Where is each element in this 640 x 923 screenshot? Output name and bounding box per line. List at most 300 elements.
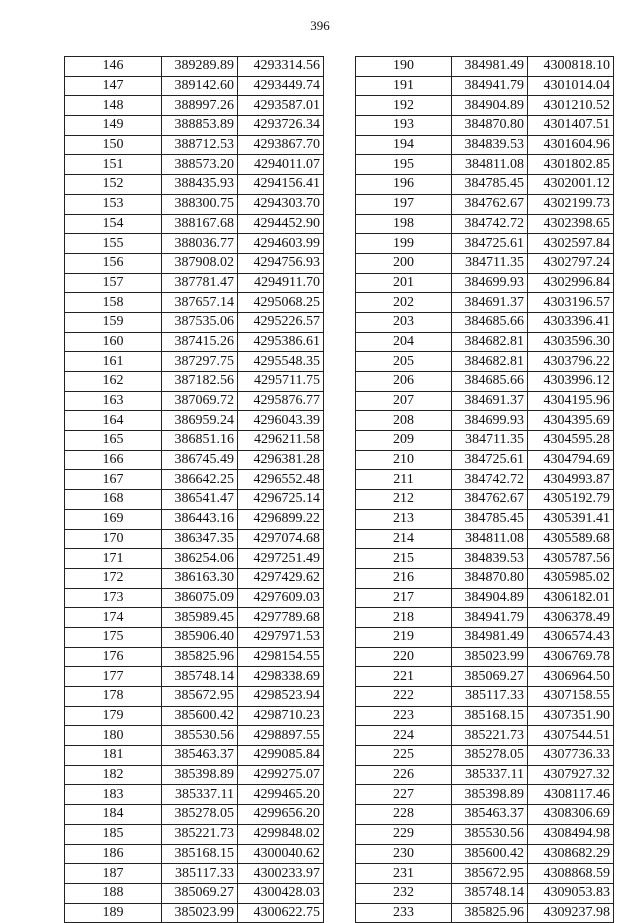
table-row (356, 76, 614, 96)
x-coordinate-cell: 389289.89 (162, 57, 238, 77)
x-coordinate-cell: 384725.61 (452, 450, 528, 470)
point-id-cell: 153 (65, 194, 162, 214)
table-row (65, 824, 324, 844)
x-coordinate-cell: 387535.06 (162, 312, 238, 332)
table-row (65, 76, 324, 96)
y-coordinate-cell: 4305391.41 (528, 509, 614, 529)
point-id-cell: 181 (65, 746, 162, 766)
table-row (65, 470, 324, 490)
point-id-cell: 146 (65, 57, 162, 77)
point-id-cell: 222 (356, 687, 452, 707)
table-row (356, 726, 614, 746)
table-row (65, 529, 324, 549)
table-row (65, 96, 324, 116)
x-coordinate-cell: 384941.79 (452, 76, 528, 96)
point-id-cell: 180 (65, 726, 162, 746)
y-coordinate-cell: 4307736.33 (528, 746, 614, 766)
point-id-cell: 156 (65, 253, 162, 273)
point-id-cell: 203 (356, 312, 452, 332)
x-coordinate-cell: 387297.75 (162, 352, 238, 372)
y-coordinate-cell: 4303996.12 (528, 372, 614, 392)
table-row (65, 450, 324, 470)
point-id-cell: 193 (356, 116, 452, 136)
point-id-cell: 161 (65, 352, 162, 372)
table-row (65, 57, 324, 77)
table-row (356, 568, 614, 588)
point-id-cell: 230 (356, 844, 452, 864)
table-row (356, 687, 614, 707)
x-coordinate-cell: 388435.93 (162, 175, 238, 195)
y-coordinate-cell: 4295386.61 (238, 332, 324, 352)
point-id-cell: 167 (65, 470, 162, 490)
point-id-cell: 213 (356, 509, 452, 529)
y-coordinate-cell: 4308494.98 (528, 824, 614, 844)
x-coordinate-cell: 385398.89 (452, 785, 528, 805)
x-coordinate-cell: 386254.06 (162, 549, 238, 569)
y-coordinate-cell: 4293587.01 (238, 96, 324, 116)
table-row (356, 332, 614, 352)
point-id-cell: 191 (356, 76, 452, 96)
table-row (356, 470, 614, 490)
point-id-cell: 152 (65, 175, 162, 195)
point-id-cell: 170 (65, 529, 162, 549)
y-coordinate-cell: 4293449.74 (238, 76, 324, 96)
y-coordinate-cell: 4295876.77 (238, 391, 324, 411)
y-coordinate-cell: 4302199.73 (528, 194, 614, 214)
table-row (356, 352, 614, 372)
y-coordinate-cell: 4308306.69 (528, 805, 614, 825)
table-row (65, 509, 324, 529)
x-coordinate-cell: 384839.53 (452, 135, 528, 155)
table-row (65, 549, 324, 569)
point-id-cell: 231 (356, 864, 452, 884)
x-coordinate-cell: 386163.30 (162, 568, 238, 588)
x-coordinate-cell: 385672.95 (452, 864, 528, 884)
y-coordinate-cell: 4302001.12 (528, 175, 614, 195)
x-coordinate-cell: 385221.73 (162, 824, 238, 844)
table-row (356, 667, 614, 687)
x-coordinate-cell: 388853.89 (162, 116, 238, 136)
point-id-cell: 163 (65, 391, 162, 411)
x-coordinate-cell: 385530.56 (452, 824, 528, 844)
y-coordinate-cell: 4296043.39 (238, 411, 324, 431)
point-id-cell: 224 (356, 726, 452, 746)
y-coordinate-cell: 4307351.90 (528, 706, 614, 726)
table-row (65, 903, 324, 923)
y-coordinate-cell: 4297429.62 (238, 568, 324, 588)
point-id-cell: 188 (65, 883, 162, 903)
y-coordinate-cell: 4303196.57 (528, 293, 614, 313)
x-coordinate-cell: 388573.20 (162, 155, 238, 175)
table-row (356, 746, 614, 766)
y-coordinate-cell: 4304794.69 (528, 450, 614, 470)
point-id-cell: 177 (65, 667, 162, 687)
x-coordinate-cell: 386959.24 (162, 411, 238, 431)
table-row (65, 411, 324, 431)
table-row (65, 568, 324, 588)
point-id-cell: 168 (65, 490, 162, 510)
x-coordinate-cell: 386075.09 (162, 588, 238, 608)
point-id-cell: 201 (356, 273, 452, 293)
table-row (356, 391, 614, 411)
point-id-cell: 157 (65, 273, 162, 293)
x-coordinate-cell: 388997.26 (162, 96, 238, 116)
table-row (356, 116, 614, 136)
x-coordinate-cell: 387657.14 (162, 293, 238, 313)
x-coordinate-cell: 385463.37 (452, 805, 528, 825)
x-coordinate-cell: 385825.96 (452, 903, 528, 923)
x-coordinate-cell: 384691.37 (452, 391, 528, 411)
y-coordinate-cell: 4296381.28 (238, 450, 324, 470)
point-id-cell: 178 (65, 687, 162, 707)
x-coordinate-cell: 384762.67 (452, 490, 528, 510)
x-coordinate-cell: 385278.05 (452, 746, 528, 766)
table-row (356, 96, 614, 116)
table-row (65, 175, 324, 195)
table-row (356, 253, 614, 273)
point-id-cell: 171 (65, 549, 162, 569)
point-id-cell: 187 (65, 864, 162, 884)
x-coordinate-cell: 384699.93 (452, 411, 528, 431)
table-row (65, 155, 324, 175)
point-id-cell: 155 (65, 234, 162, 254)
x-coordinate-cell: 387781.47 (162, 273, 238, 293)
y-coordinate-cell: 4294303.70 (238, 194, 324, 214)
table-row (356, 234, 614, 254)
x-coordinate-cell: 385530.56 (162, 726, 238, 746)
point-id-cell: 205 (356, 352, 452, 372)
point-id-cell: 176 (65, 647, 162, 667)
y-coordinate-cell: 4300818.10 (528, 57, 614, 77)
y-coordinate-cell: 4300233.97 (238, 864, 324, 884)
table-row (356, 293, 614, 313)
table-row (65, 785, 324, 805)
y-coordinate-cell: 4299465.20 (238, 785, 324, 805)
point-id-cell: 182 (65, 765, 162, 785)
x-coordinate-cell: 385748.14 (452, 883, 528, 903)
point-id-cell: 200 (356, 253, 452, 273)
x-coordinate-cell: 385672.95 (162, 687, 238, 707)
page-number: 396 (310, 18, 330, 33)
table-row (356, 431, 614, 451)
point-id-cell: 221 (356, 667, 452, 687)
y-coordinate-cell: 4307158.55 (528, 687, 614, 707)
point-id-cell: 189 (65, 903, 162, 923)
point-id-cell: 179 (65, 706, 162, 726)
y-coordinate-cell: 4298710.23 (238, 706, 324, 726)
y-coordinate-cell: 4293726.34 (238, 116, 324, 136)
point-id-cell: 217 (356, 588, 452, 608)
y-coordinate-cell: 4306769.78 (528, 647, 614, 667)
table-row (356, 844, 614, 864)
table-row (356, 509, 614, 529)
table-row (65, 608, 324, 628)
y-coordinate-cell: 4301407.51 (528, 116, 614, 136)
y-coordinate-cell: 4301802.85 (528, 155, 614, 175)
y-coordinate-cell: 4301014.04 (528, 76, 614, 96)
y-coordinate-cell: 4299656.20 (238, 805, 324, 825)
point-id-cell: 162 (65, 372, 162, 392)
y-coordinate-cell: 4295226.57 (238, 312, 324, 332)
table-row (65, 490, 324, 510)
table-row (356, 647, 614, 667)
point-id-cell: 195 (356, 155, 452, 175)
point-id-cell: 190 (356, 57, 452, 77)
table-row (65, 588, 324, 608)
y-coordinate-cell: 4294011.07 (238, 155, 324, 175)
x-coordinate-cell: 384811.08 (452, 155, 528, 175)
y-coordinate-cell: 4300428.03 (238, 883, 324, 903)
y-coordinate-cell: 4305985.02 (528, 568, 614, 588)
point-id-cell: 223 (356, 706, 452, 726)
y-coordinate-cell: 4309237.98 (528, 903, 614, 923)
table-row (65, 687, 324, 707)
table-row (65, 431, 324, 451)
y-coordinate-cell: 4309053.83 (528, 883, 614, 903)
x-coordinate-cell: 387908.02 (162, 253, 238, 273)
x-coordinate-cell: 387182.56 (162, 372, 238, 392)
point-id-cell: 159 (65, 312, 162, 332)
y-coordinate-cell: 4300622.75 (238, 903, 324, 923)
point-id-cell: 229 (356, 824, 452, 844)
y-coordinate-cell: 4296725.14 (238, 490, 324, 510)
y-coordinate-cell: 4301210.52 (528, 96, 614, 116)
x-coordinate-cell: 386443.16 (162, 509, 238, 529)
y-coordinate-cell: 4307544.51 (528, 726, 614, 746)
y-coordinate-cell: 4293867.70 (238, 135, 324, 155)
x-coordinate-cell: 384685.66 (452, 312, 528, 332)
point-id-cell: 160 (65, 332, 162, 352)
x-coordinate-cell: 385906.40 (162, 627, 238, 647)
y-coordinate-cell: 4308117.46 (528, 785, 614, 805)
x-coordinate-cell: 384904.89 (452, 96, 528, 116)
y-coordinate-cell: 4306182.01 (528, 588, 614, 608)
y-coordinate-cell: 4305787.56 (528, 549, 614, 569)
point-id-cell: 206 (356, 372, 452, 392)
y-coordinate-cell: 4304395.69 (528, 411, 614, 431)
x-coordinate-cell: 389142.60 (162, 76, 238, 96)
table-row (356, 824, 614, 844)
table-row (356, 411, 614, 431)
y-coordinate-cell: 4302797.24 (528, 253, 614, 273)
table-row (356, 805, 614, 825)
x-coordinate-cell: 386541.47 (162, 490, 238, 510)
table-row (65, 116, 324, 136)
table-row (356, 883, 614, 903)
table-row (65, 312, 324, 332)
table-row (65, 627, 324, 647)
y-coordinate-cell: 4308868.59 (528, 864, 614, 884)
table-row (356, 529, 614, 549)
table-row (356, 175, 614, 195)
x-coordinate-cell: 384870.80 (452, 568, 528, 588)
table-row (356, 785, 614, 805)
x-coordinate-cell: 385221.73 (452, 726, 528, 746)
y-coordinate-cell: 4293314.56 (238, 57, 324, 77)
x-coordinate-cell: 384742.72 (452, 214, 528, 234)
x-coordinate-cell: 386347.35 (162, 529, 238, 549)
table-row (65, 805, 324, 825)
x-coordinate-cell: 384785.45 (452, 175, 528, 195)
table-row (65, 864, 324, 884)
x-coordinate-cell: 384711.35 (452, 431, 528, 451)
point-id-cell: 165 (65, 431, 162, 451)
point-id-cell: 192 (356, 96, 452, 116)
y-coordinate-cell: 4306378.49 (528, 608, 614, 628)
y-coordinate-cell: 4300040.62 (238, 844, 324, 864)
point-id-cell: 219 (356, 627, 452, 647)
table-row (65, 234, 324, 254)
point-id-cell: 199 (356, 234, 452, 254)
y-coordinate-cell: 4301604.96 (528, 135, 614, 155)
point-id-cell: 172 (65, 568, 162, 588)
x-coordinate-cell: 385398.89 (162, 765, 238, 785)
point-id-cell: 204 (356, 332, 452, 352)
x-coordinate-cell: 384981.49 (452, 627, 528, 647)
y-coordinate-cell: 4307927.32 (528, 765, 614, 785)
x-coordinate-cell: 387415.26 (162, 332, 238, 352)
table-row (356, 312, 614, 332)
point-id-cell: 232 (356, 883, 452, 903)
y-coordinate-cell: 4302996.84 (528, 273, 614, 293)
y-coordinate-cell: 4298154.55 (238, 647, 324, 667)
point-id-cell: 211 (356, 470, 452, 490)
y-coordinate-cell: 4303596.30 (528, 332, 614, 352)
coordinate-table-right-body (356, 57, 614, 923)
table-row (356, 588, 614, 608)
x-coordinate-cell: 388712.53 (162, 135, 238, 155)
point-id-cell: 175 (65, 627, 162, 647)
x-coordinate-cell: 384941.79 (452, 608, 528, 628)
table-row (356, 765, 614, 785)
coordinate-table-right (355, 56, 614, 923)
x-coordinate-cell: 385023.99 (452, 647, 528, 667)
coordinate-table-left (64, 56, 324, 923)
y-coordinate-cell: 4297971.53 (238, 627, 324, 647)
point-id-cell: 183 (65, 785, 162, 805)
point-id-cell: 209 (356, 431, 452, 451)
x-coordinate-cell: 385748.14 (162, 667, 238, 687)
point-id-cell: 149 (65, 116, 162, 136)
table-row (65, 253, 324, 273)
y-coordinate-cell: 4294603.99 (238, 234, 324, 254)
point-id-cell: 147 (65, 76, 162, 96)
point-id-cell: 208 (356, 411, 452, 431)
y-coordinate-cell: 4294156.41 (238, 175, 324, 195)
x-coordinate-cell: 387069.72 (162, 391, 238, 411)
table-row (65, 746, 324, 766)
x-coordinate-cell: 385463.37 (162, 746, 238, 766)
table-row (356, 57, 614, 77)
table-row (356, 903, 614, 923)
y-coordinate-cell: 4295711.75 (238, 372, 324, 392)
x-coordinate-cell: 384699.93 (452, 273, 528, 293)
table-row (65, 883, 324, 903)
x-coordinate-cell: 385168.15 (452, 706, 528, 726)
table-row (356, 864, 614, 884)
y-coordinate-cell: 4299275.07 (238, 765, 324, 785)
y-coordinate-cell: 4294452.90 (238, 214, 324, 234)
table-row (65, 726, 324, 746)
x-coordinate-cell: 384682.81 (452, 332, 528, 352)
point-id-cell: 151 (65, 155, 162, 175)
x-coordinate-cell: 385337.11 (452, 765, 528, 785)
y-coordinate-cell: 4297609.03 (238, 588, 324, 608)
point-id-cell: 228 (356, 805, 452, 825)
x-coordinate-cell: 385117.33 (162, 864, 238, 884)
y-coordinate-cell: 4302398.65 (528, 214, 614, 234)
table-row (65, 135, 324, 155)
x-coordinate-cell: 384711.35 (452, 253, 528, 273)
y-coordinate-cell: 4296899.22 (238, 509, 324, 529)
y-coordinate-cell: 4295548.35 (238, 352, 324, 372)
y-coordinate-cell: 4294756.93 (238, 253, 324, 273)
point-id-cell: 169 (65, 509, 162, 529)
x-coordinate-cell: 384839.53 (452, 549, 528, 569)
y-coordinate-cell: 4306574.43 (528, 627, 614, 647)
y-coordinate-cell: 4298338.69 (238, 667, 324, 687)
point-id-cell: 207 (356, 391, 452, 411)
y-coordinate-cell: 4302597.84 (528, 234, 614, 254)
x-coordinate-cell: 385168.15 (162, 844, 238, 864)
point-id-cell: 216 (356, 568, 452, 588)
point-id-cell: 214 (356, 529, 452, 549)
point-id-cell: 194 (356, 135, 452, 155)
x-coordinate-cell: 388167.68 (162, 214, 238, 234)
table-row (65, 706, 324, 726)
point-id-cell: 212 (356, 490, 452, 510)
y-coordinate-cell: 4305589.68 (528, 529, 614, 549)
point-id-cell: 210 (356, 450, 452, 470)
table-row (65, 293, 324, 313)
x-coordinate-cell: 385278.05 (162, 805, 238, 825)
y-coordinate-cell: 4304595.28 (528, 431, 614, 451)
table-row (356, 450, 614, 470)
y-coordinate-cell: 4303796.22 (528, 352, 614, 372)
y-coordinate-cell: 4305192.79 (528, 490, 614, 510)
point-id-cell: 198 (356, 214, 452, 234)
y-coordinate-cell: 4304195.96 (528, 391, 614, 411)
table-row (356, 135, 614, 155)
point-id-cell: 173 (65, 588, 162, 608)
point-id-cell: 196 (356, 175, 452, 195)
x-coordinate-cell: 384811.08 (452, 529, 528, 549)
x-coordinate-cell: 385337.11 (162, 785, 238, 805)
point-id-cell: 202 (356, 293, 452, 313)
x-coordinate-cell: 386642.25 (162, 470, 238, 490)
x-coordinate-cell: 384691.37 (452, 293, 528, 313)
table-row (65, 844, 324, 864)
table-row (356, 273, 614, 293)
y-coordinate-cell: 4299848.02 (238, 824, 324, 844)
x-coordinate-cell: 385069.27 (162, 883, 238, 903)
table-row (356, 706, 614, 726)
table-row (65, 667, 324, 687)
y-coordinate-cell: 4297789.68 (238, 608, 324, 628)
table-row (65, 765, 324, 785)
x-coordinate-cell: 384870.80 (452, 116, 528, 136)
table-row (65, 332, 324, 352)
y-coordinate-cell: 4297251.49 (238, 549, 324, 569)
table-row (65, 194, 324, 214)
point-id-cell: 225 (356, 746, 452, 766)
point-id-cell: 148 (65, 96, 162, 116)
x-coordinate-cell: 385989.45 (162, 608, 238, 628)
table-row (356, 608, 614, 628)
y-coordinate-cell: 4297074.68 (238, 529, 324, 549)
y-coordinate-cell: 4298897.55 (238, 726, 324, 746)
y-coordinate-cell: 4299085.84 (238, 746, 324, 766)
